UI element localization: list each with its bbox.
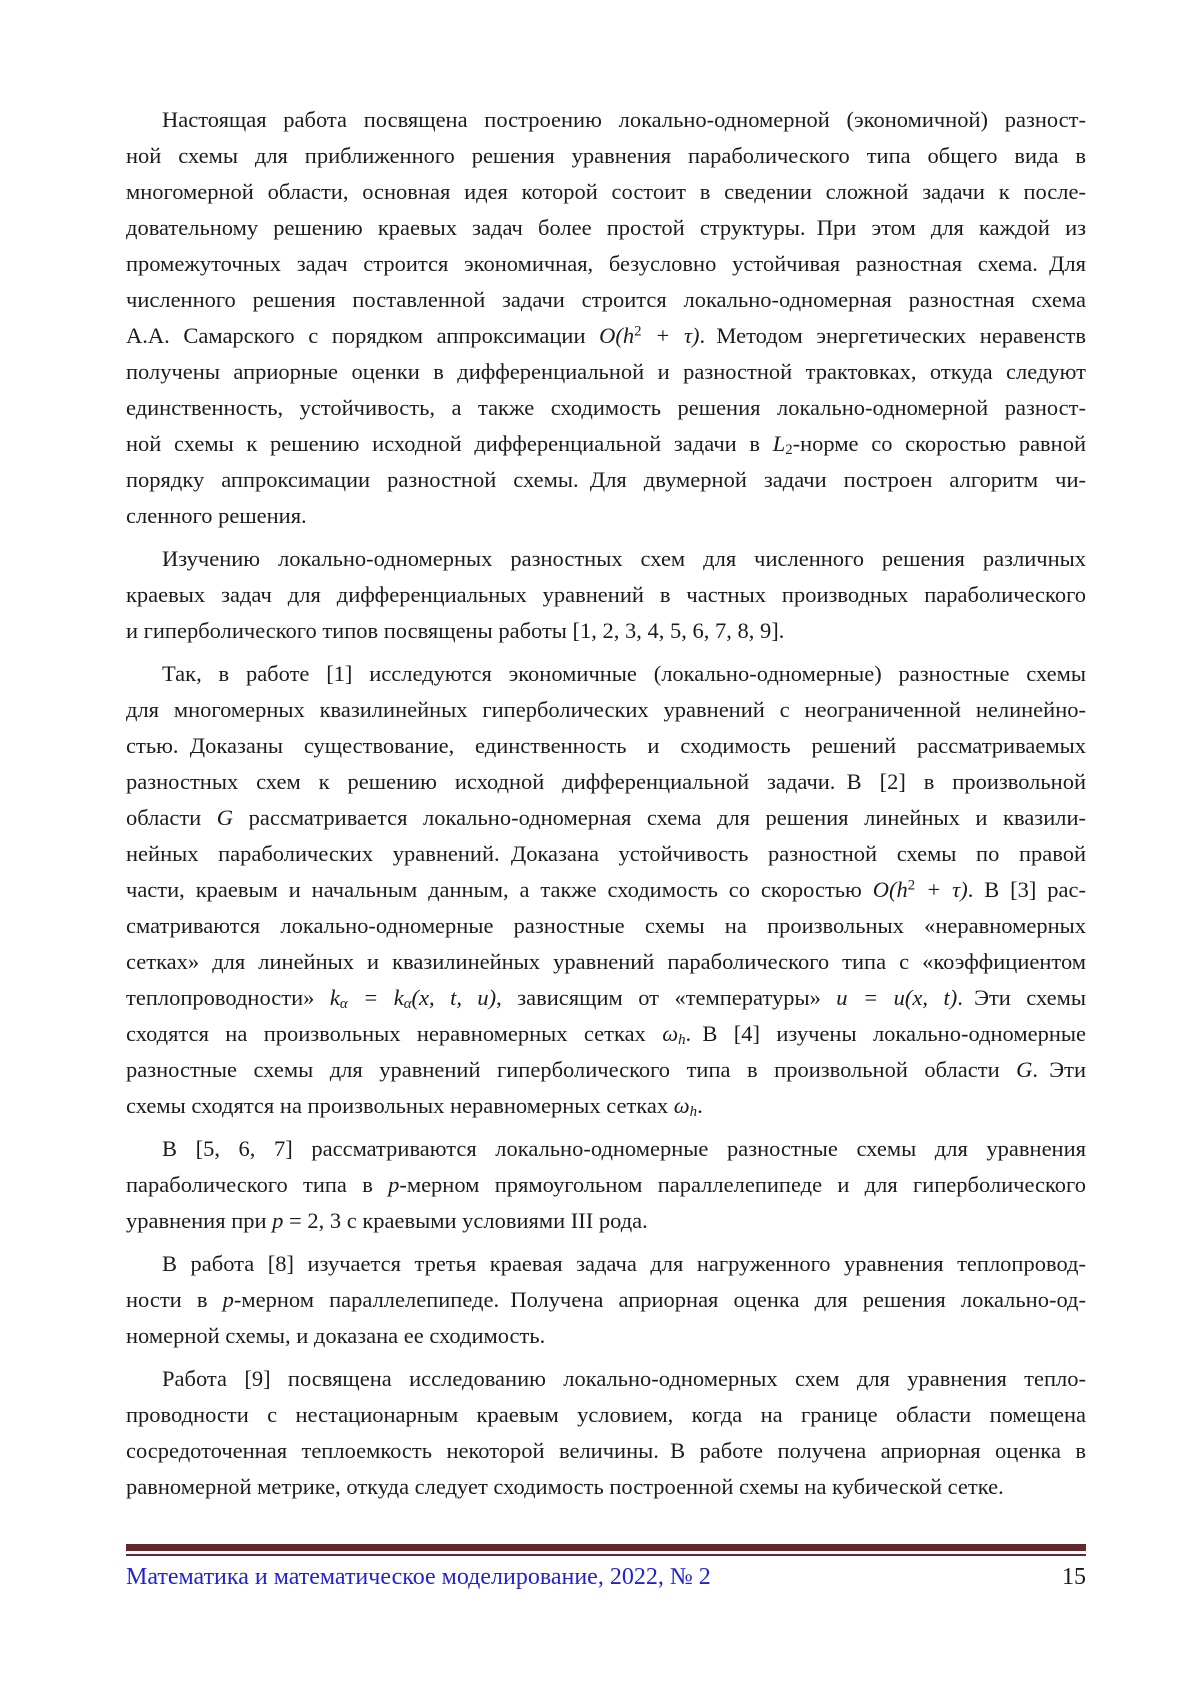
text-run: сматриваются локально-одномерные разностные схемы на произвольных «неравномерных bbox=[126, 913, 1086, 938]
text-run: -норме со скоростью равной bbox=[792, 431, 1087, 456]
math-run: α bbox=[339, 995, 348, 1012]
text-line bbox=[126, 390, 1086, 426]
text-run: равномерной метрике, откуда следует сходимость построенной схемы на кубической сетке. bbox=[126, 1474, 1004, 1499]
text-line bbox=[126, 1203, 1086, 1239]
footer-rule-thick-line bbox=[126, 1544, 1086, 1551]
text-line bbox=[126, 138, 1086, 174]
text-run: нейных параболических уравнений. Доказана устойчивость разностной схемы по правой bbox=[126, 841, 1086, 866]
text-run: и гиперболического типов посвящены работы [1, 2, 3, 4, 5, 6, 7, 8, 9]. bbox=[126, 618, 785, 643]
text-line bbox=[126, 174, 1086, 210]
math-run: p bbox=[388, 1172, 400, 1197]
text-line bbox=[126, 282, 1086, 318]
text-run: . Эти bbox=[1032, 1057, 1086, 1082]
text-run: части, краевым и начальным данным, а также сходимость со скоростью bbox=[126, 877, 873, 902]
paragraph bbox=[126, 1246, 1086, 1354]
math-run: G bbox=[1016, 1057, 1033, 1082]
math-run: 2 bbox=[634, 323, 642, 340]
text-run: номерной схемы, и доказана ее сходимость. bbox=[126, 1323, 546, 1348]
text-run: сосредоточенная теплоемкость некоторой величины. В работе получена априорная оценка в bbox=[126, 1438, 1086, 1463]
math-run: h bbox=[678, 1031, 686, 1048]
footer-rule bbox=[126, 1544, 1086, 1556]
text-line bbox=[126, 872, 1086, 908]
text-run: разностных схем к решению исходной дифференциальной задачи. В [2] в произвольной bbox=[126, 769, 1086, 794]
text-run: , зависящим от «температуры» bbox=[496, 985, 837, 1010]
math-run: p bbox=[222, 1287, 234, 1312]
math-run: ω bbox=[673, 1093, 690, 1118]
text-line bbox=[126, 577, 1086, 613]
text-run: довательному решению краевых задач более простой структуры. При этом для каждой из bbox=[126, 215, 1086, 240]
math-run: O(h bbox=[599, 323, 635, 348]
text-line bbox=[126, 1246, 1086, 1282]
paragraph bbox=[126, 1131, 1086, 1239]
paragraph bbox=[126, 102, 1086, 534]
math-run: (x, t, u) bbox=[411, 985, 497, 1010]
math-run: = k bbox=[347, 985, 404, 1010]
page-number: 15 bbox=[1062, 1564, 1086, 1590]
text-run: . В [4] изучены локально-одномерные bbox=[685, 1021, 1087, 1046]
text-line bbox=[126, 1318, 1086, 1354]
text-line bbox=[126, 541, 1086, 577]
text-run: разностные схемы для уравнений гиперболического типа в произвольной области bbox=[126, 1057, 1017, 1082]
text-line bbox=[126, 1361, 1086, 1397]
text-run: В работа [8] изучается третья краевая задача для нагруженного уравнения теплопровод- bbox=[162, 1251, 1086, 1276]
text-line bbox=[126, 1052, 1086, 1088]
text-run: краевых задач для дифференциальных уравнений в частных производных параболического bbox=[126, 582, 1086, 607]
text-run: порядку аппроксимации разностной схемы. Для двумерной задачи построен алгоритм чи- bbox=[126, 467, 1086, 492]
text-run: Изучению локально-одномерных разностных схем для численного решения различных bbox=[162, 546, 1086, 571]
text-run: = 2, 3 с краевыми условиями III рода. bbox=[283, 1208, 648, 1233]
text-run: сленного решения. bbox=[126, 503, 307, 528]
text-line bbox=[126, 246, 1086, 282]
text-line bbox=[126, 462, 1086, 498]
math-run: 2 bbox=[907, 877, 916, 894]
text-run: многомерной области, основная идея которой состоит в сведении сложной задачи к после- bbox=[126, 179, 1086, 204]
math-run: 2 bbox=[785, 441, 793, 458]
text-run: -мерном прямоугольном параллелепипеде и для гиперболического bbox=[399, 1172, 1086, 1197]
math-run: h bbox=[689, 1103, 698, 1120]
text-line bbox=[126, 1397, 1086, 1433]
text-run: рассматривается локально-одномерная схема для решения линейных и квазили- bbox=[233, 805, 1086, 830]
text-line bbox=[126, 354, 1086, 390]
text-run: . В [3] рас- bbox=[967, 877, 1086, 902]
text-line bbox=[126, 656, 1086, 692]
article-text bbox=[126, 102, 1086, 1505]
text-run: уравнения при bbox=[126, 1208, 273, 1233]
text-run: . Методом энергетических неравенств bbox=[699, 323, 1087, 348]
math-run: u = u(x, t) bbox=[836, 985, 958, 1010]
text-line bbox=[126, 210, 1086, 246]
text-run: Работа [9] посвящена исследованию локально-одномерных схем для уравнения тепло- bbox=[162, 1366, 1086, 1391]
text-line bbox=[126, 102, 1086, 138]
math-run: O(h bbox=[872, 877, 908, 902]
footer-rule-thin-line bbox=[126, 1554, 1086, 1556]
text-line bbox=[126, 1131, 1086, 1167]
math-run: p bbox=[272, 1208, 284, 1233]
text-line bbox=[126, 1282, 1086, 1318]
text-run: для многомерных квазилинейных гиперболических уравнений с неограниченной нелинейно- bbox=[126, 697, 1086, 722]
text-line bbox=[126, 764, 1086, 800]
text-line bbox=[126, 1167, 1086, 1203]
math-run: + τ) bbox=[641, 323, 700, 348]
text-run: А.А. Самарского с порядком аппроксимации bbox=[126, 323, 600, 348]
text-line bbox=[126, 1016, 1086, 1052]
math-run: ω bbox=[662, 1021, 679, 1046]
text-run: ности в bbox=[126, 1287, 223, 1312]
text-line bbox=[126, 980, 1086, 1016]
text-line bbox=[126, 836, 1086, 872]
text-run: единственность, устойчивость, а также сходимость решения локально-одномерной разност- bbox=[126, 395, 1086, 420]
math-run: + τ) bbox=[915, 877, 968, 902]
text-line bbox=[126, 498, 1086, 534]
journal-reference-link[interactable]: Математика и математическое моделирование, 2022, № 2 bbox=[126, 1564, 711, 1590]
text-line bbox=[126, 908, 1086, 944]
text-run: получены априорные оценки в дифференциальной и разностной трактовках, откуда следуют bbox=[126, 359, 1086, 384]
text-run: ной схемы к решению исходной дифференциальной задачи в bbox=[126, 431, 773, 456]
math-run: α bbox=[403, 995, 412, 1012]
text-line bbox=[126, 426, 1086, 462]
text-run: проводности с нестационарным краевым условием, когда на границе области помещена bbox=[126, 1402, 1086, 1427]
text-run: ной схемы для приближенного решения уравнения параболического типа общего вида в bbox=[126, 143, 1086, 168]
text-line bbox=[126, 318, 1086, 354]
paragraph bbox=[126, 656, 1086, 1124]
text-run: области bbox=[126, 805, 217, 830]
text-line bbox=[126, 944, 1086, 980]
text-run: . Эти схемы bbox=[957, 985, 1087, 1010]
math-run: k bbox=[329, 985, 340, 1010]
text-run: стью. Доказаны существование, единственность и сходимость решений рассматриваемых bbox=[126, 733, 1086, 758]
text-line bbox=[126, 692, 1086, 728]
text-run: параболического типа в bbox=[126, 1172, 389, 1197]
math-run: L bbox=[772, 431, 786, 456]
text-run: . bbox=[697, 1093, 703, 1118]
text-run: теплопроводности» bbox=[126, 985, 330, 1010]
text-line bbox=[126, 1088, 1086, 1124]
page-footer bbox=[126, 1562, 1086, 1592]
text-line bbox=[126, 728, 1086, 764]
text-run: сходятся на произвольных неравномерных сетках bbox=[126, 1021, 663, 1046]
text-run: -мерном параллелепипеде. Получена априорная оценка для решения локально-од- bbox=[233, 1287, 1086, 1312]
text-line bbox=[126, 613, 1086, 649]
paragraph bbox=[126, 1361, 1086, 1505]
math-run: G bbox=[216, 805, 234, 830]
paragraph bbox=[126, 541, 1086, 649]
text-run: схемы сходятся на произвольных неравномерных сетках bbox=[126, 1093, 674, 1118]
text-run: промежуточных задач строится экономичная, безусловно устойчивая разностная схема. Для bbox=[126, 251, 1086, 276]
text-run: численного решения поставленной задачи строится локально-одномерная разностная схема bbox=[126, 287, 1086, 312]
text-line bbox=[126, 1469, 1086, 1505]
text-run: Так, в работе [1] исследуются экономичные (локально-одномерные) разностные схемы bbox=[162, 661, 1086, 686]
text-run: Настоящая работа посвящена построению локально-одномерной (экономичной) разност- bbox=[162, 107, 1086, 132]
text-run: В [5, 6, 7] рассматриваются локально-одномерные разностные схемы для уравнения bbox=[162, 1136, 1086, 1161]
text-line bbox=[126, 800, 1086, 836]
text-run: сетках» для линейных и квазилинейных уравнений параболического типа с «коэффициентом bbox=[126, 949, 1086, 974]
text-line bbox=[126, 1433, 1086, 1469]
